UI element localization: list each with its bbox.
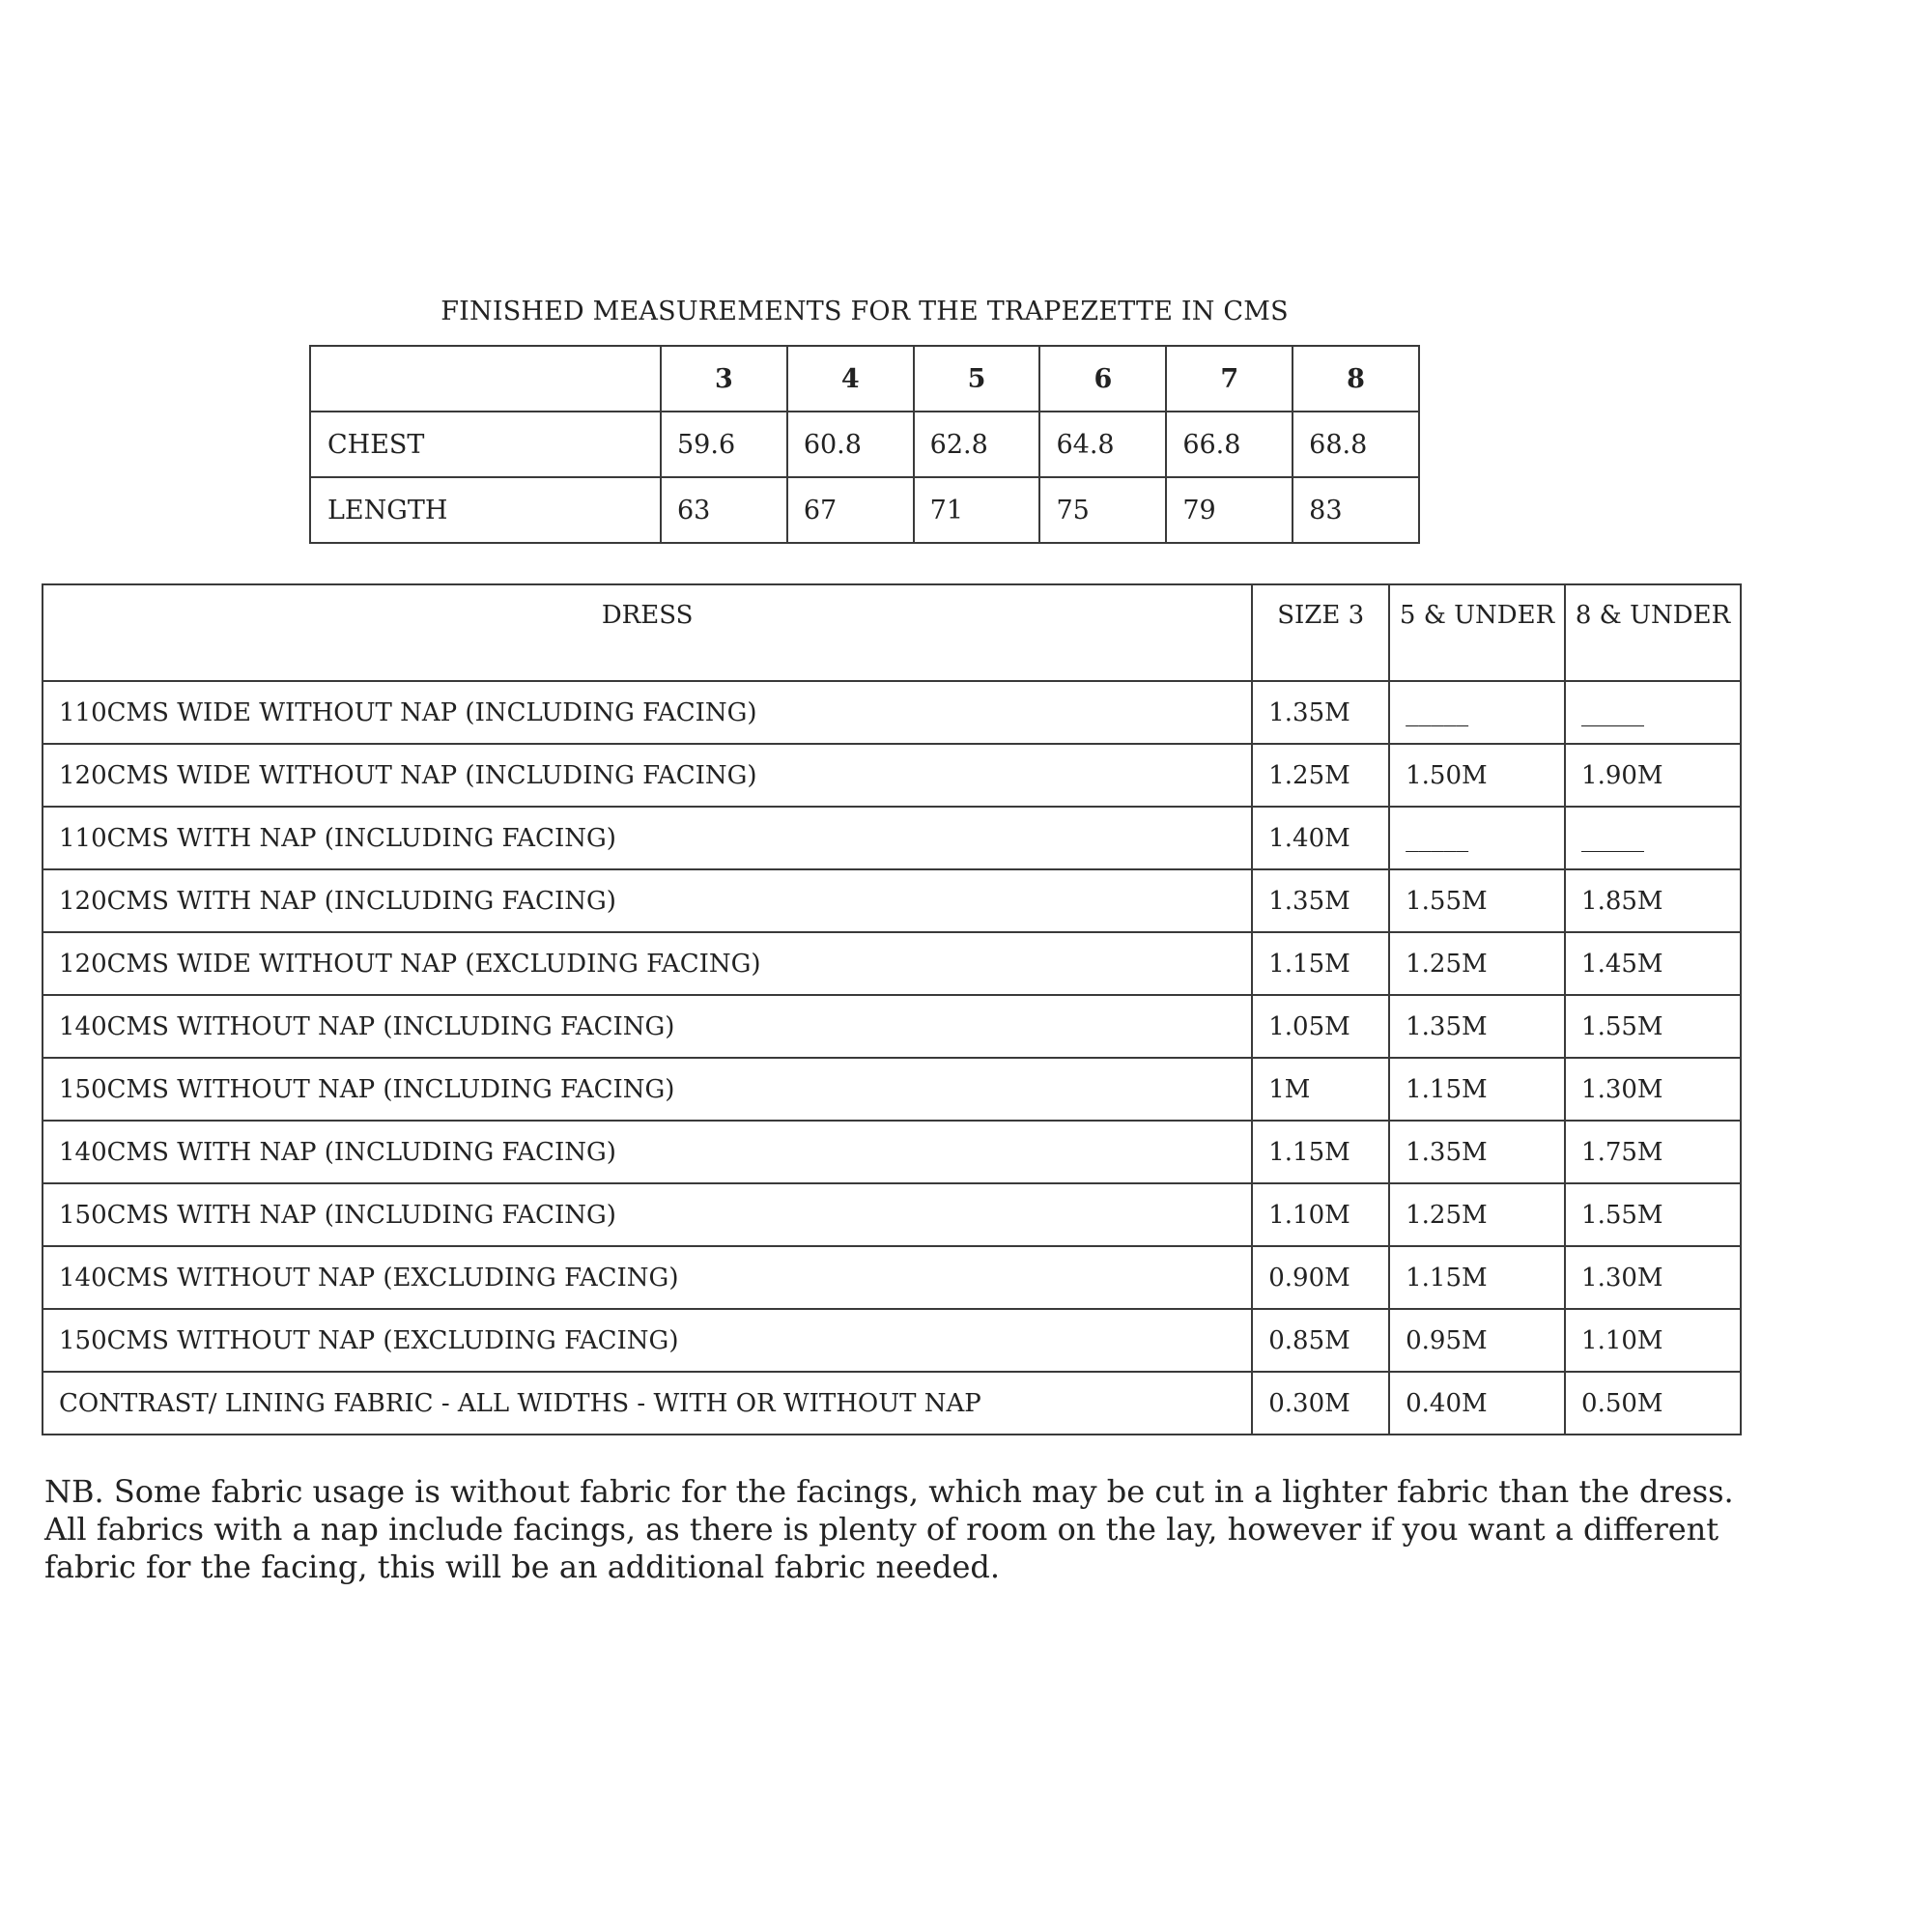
table-row	[310, 412, 1419, 477]
fabric-amount: 1.15M	[1389, 1058, 1565, 1121]
measurement-value: 68.8	[1293, 412, 1419, 477]
fabric-amount: 1.50M	[1389, 744, 1565, 807]
measurement-value: 66.8	[1166, 412, 1293, 477]
fabric-label: 110CMS WIDE WITHOUT NAP (INCLUDING FACING)	[43, 681, 1252, 744]
fabric-amount: 1.25M	[1252, 744, 1389, 807]
fabric-amount: 0.40M	[1389, 1372, 1565, 1435]
fabric-amount: 1.25M	[1389, 1183, 1565, 1246]
fabric-amount: 0.95M	[1389, 1309, 1565, 1372]
measurement-value: 79	[1166, 477, 1293, 543]
fabric-amount: 1.55M	[1565, 1183, 1741, 1246]
size-header: 3	[661, 346, 787, 412]
row-label-length: LENGTH	[310, 477, 661, 543]
fabric-amount: 0.85M	[1252, 1309, 1389, 1372]
table-row	[43, 1183, 1741, 1246]
size-header: 7	[1166, 346, 1293, 412]
size-header: 8	[1293, 346, 1419, 412]
table-row	[310, 477, 1419, 543]
fabric-amount: 1.25M	[1389, 932, 1565, 995]
fabric-amount: 1.90M	[1565, 744, 1741, 807]
fabric-amount: 1.30M	[1565, 1246, 1741, 1309]
table-row	[43, 807, 1741, 869]
fabric-amount: 1.45M	[1565, 932, 1741, 995]
table-row	[43, 932, 1741, 995]
fabric-requirements-table	[42, 583, 1742, 1435]
measurement-value: 71	[914, 477, 1040, 543]
fabric-amount: 0.30M	[1252, 1372, 1389, 1435]
fabric-amount: 1.35M	[1252, 869, 1389, 932]
fabric-amount: 1.05M	[1252, 995, 1389, 1058]
fabric-amount: 0.90M	[1252, 1246, 1389, 1309]
dress-header: DRESS	[43, 584, 1252, 681]
fabric-label: 140CMS WITH NAP (INCLUDING FACING)	[43, 1121, 1252, 1183]
measurement-value: 63	[661, 477, 787, 543]
row-label-chest: CHEST	[310, 412, 661, 477]
fabric-label: 140CMS WITHOUT NAP (EXCLUDING FACING)	[43, 1246, 1252, 1309]
table-row	[43, 744, 1741, 807]
fabric-label: CONTRAST/ LINING FABRIC - ALL WIDTHS - WITH OR WITHOUT NAP	[43, 1372, 1252, 1435]
size3-header: SIZE 3	[1252, 584, 1389, 681]
measurement-value: 64.8	[1039, 412, 1166, 477]
fabric-amount: 1.40M	[1252, 807, 1389, 869]
fabric-amount: 1.10M	[1565, 1309, 1741, 1372]
measurement-value: 75	[1039, 477, 1166, 543]
measurement-value: 67	[787, 477, 914, 543]
fabric-header-row	[43, 584, 1741, 681]
measurement-value: 60.8	[787, 412, 914, 477]
fabric-label: 150CMS WITH NAP (INCLUDING FACING)	[43, 1183, 1252, 1246]
size-header: 6	[1039, 346, 1166, 412]
fabric-amount: 0.50M	[1565, 1372, 1741, 1435]
table-row	[43, 681, 1741, 744]
table-row	[43, 1246, 1741, 1309]
fabric-label: 110CMS WITH NAP (INCLUDING FACING)	[43, 807, 1252, 869]
fabric-amount: 1.35M	[1252, 681, 1389, 744]
table-row	[43, 1372, 1741, 1435]
table-row	[43, 1309, 1741, 1372]
fabric-amount: 1.15M	[1252, 1121, 1389, 1183]
fabric-label: 120CMS WIDE WITHOUT NAP (EXCLUDING FACING)	[43, 932, 1252, 995]
table-row	[43, 869, 1741, 932]
measurements-header-row	[310, 346, 1419, 412]
fabric-amount: 1.55M	[1565, 995, 1741, 1058]
measurements-title: FINISHED MEASUREMENTS FOR THE TRAPEZETTE IN CMS	[440, 297, 1289, 327]
fabric-amount: 1.10M	[1252, 1183, 1389, 1246]
table-row	[43, 1121, 1741, 1183]
fabric-amount: 1.55M	[1389, 869, 1565, 932]
five-under-header: 5 & UNDER	[1389, 584, 1565, 681]
fabric-amount: 1.15M	[1389, 1246, 1565, 1309]
measurement-value: 62.8	[914, 412, 1040, 477]
table-row	[43, 1058, 1741, 1121]
measurement-value: 83	[1293, 477, 1419, 543]
fabric-amount: 1.75M	[1565, 1121, 1741, 1183]
measurement-value: 59.6	[661, 412, 787, 477]
fabric-label: 150CMS WITHOUT NAP (INCLUDING FACING)	[43, 1058, 1252, 1121]
measurements-corner-cell	[310, 346, 661, 412]
eight-under-header: 8 & UNDER	[1565, 584, 1741, 681]
fabric-amount: _____	[1389, 807, 1565, 869]
fabric-label: 150CMS WITHOUT NAP (EXCLUDING FACING)	[43, 1309, 1252, 1372]
fabric-amount: _____	[1565, 681, 1741, 744]
fabric-amount: 1.35M	[1389, 995, 1565, 1058]
measurements-table	[309, 345, 1420, 544]
fabric-label: 140CMS WITHOUT NAP (INCLUDING FACING)	[43, 995, 1252, 1058]
fabric-amount: _____	[1565, 807, 1741, 869]
fabric-amount: 1.35M	[1389, 1121, 1565, 1183]
fabric-label: 120CMS WIDE WITHOUT NAP (INCLUDING FACING)	[43, 744, 1252, 807]
fabric-amount: _____	[1389, 681, 1565, 744]
fabric-note: NB. Some fabric usage is without fabric for the facings, which may be cut in a lighter fabric than the dress. All fabrics with a nap include facings, as there is plenty of room on the lay, however if you want a different fabric for the facing, this will be an additional fabric needed.	[44, 1473, 1734, 1585]
fabric-amount: 1.30M	[1565, 1058, 1741, 1121]
fabric-amount: 1M	[1252, 1058, 1389, 1121]
fabric-label: 120CMS WITH NAP (INCLUDING FACING)	[43, 869, 1252, 932]
fabric-amount: 1.85M	[1565, 869, 1741, 932]
size-header: 5	[914, 346, 1040, 412]
size-header: 4	[787, 346, 914, 412]
table-row	[43, 995, 1741, 1058]
fabric-amount: 1.15M	[1252, 932, 1389, 995]
